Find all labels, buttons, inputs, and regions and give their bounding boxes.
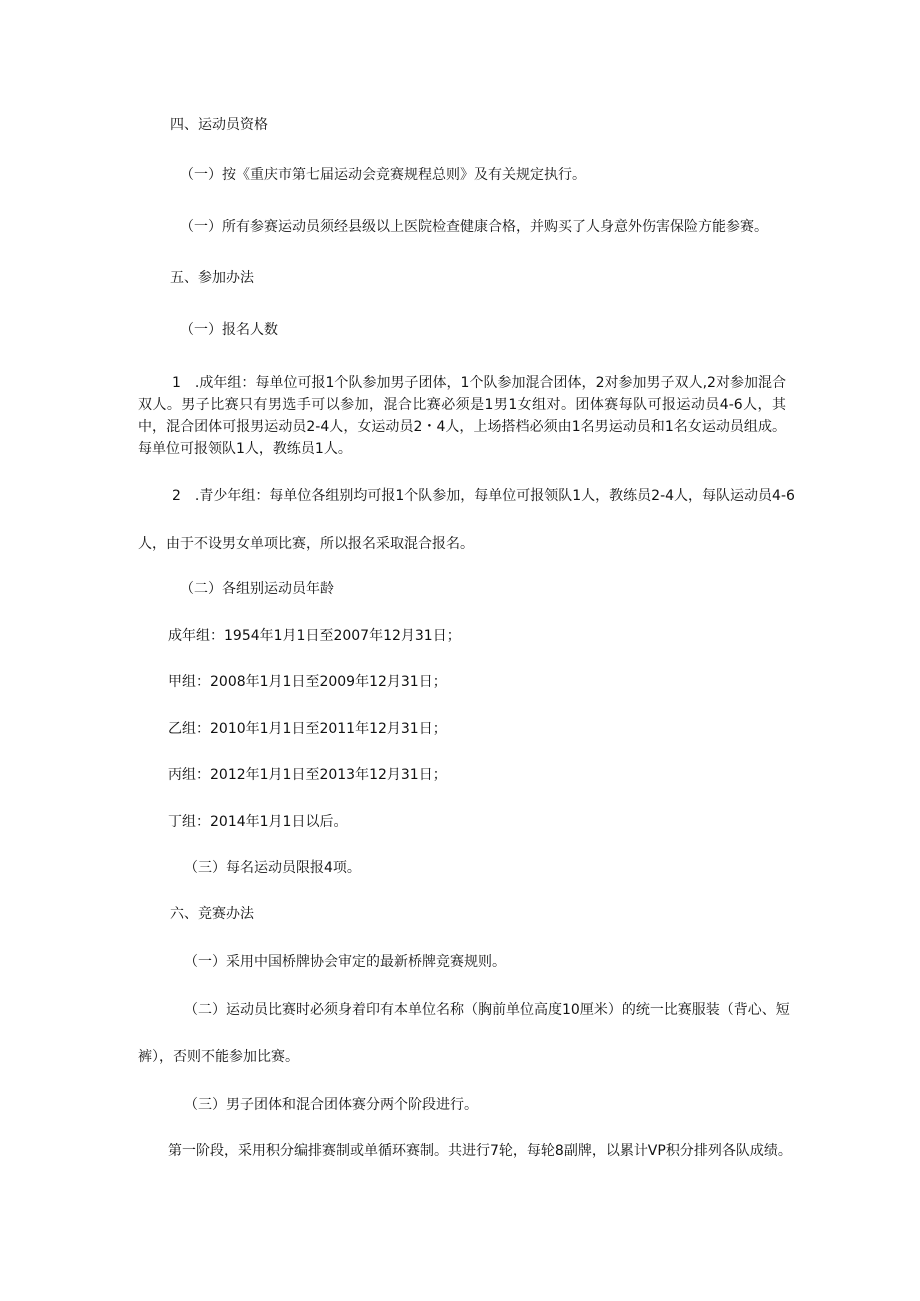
section-5-youth-line-2: 人，由于不设男女单项比赛，所以报名采取混合报名。 xyxy=(138,536,474,552)
age-adult: 成年组：1954年1月1日至2007年12月31日； xyxy=(168,628,461,644)
section-5-sub-1: （一）报名人数 xyxy=(180,322,278,338)
section-5-sub-2: （二）各组别运动员年龄 xyxy=(180,581,334,597)
section-5-sub-3: （三）每名运动员限报4项。 xyxy=(184,860,361,876)
age-group-c: 丙组：2012年1月1日至2013年12月31日； xyxy=(168,767,447,783)
section-6-item-2-line-2: 裤），否则不能参加比赛。 xyxy=(138,1049,299,1065)
stage-1-description: 第一阶段，采用积分编排赛制或单循环赛制。共进行7轮，每轮8副牌，以累计VP积分排列各队成绩。 xyxy=(168,1143,792,1159)
age-group-a: 甲组：2008年1月1日至2009年12月31日； xyxy=(168,674,447,690)
section-6-item-3: （三）男子团体和混合团体赛分两个阶段进行。 xyxy=(184,1097,478,1113)
section-5-heading: 五、参加办法 xyxy=(170,270,254,286)
section-6-item-2-line-1: （二）运动员比赛时必须身着印有本单位名称（胸前单位高度10厘米）的统一比赛服装（背心、短 xyxy=(184,1002,790,1018)
section-5-youth-line-1: 2 .青少年组：每单位各组别均可报1个队参加，每单位可报领队1人，教练员2-4人，每队运动员4-6 xyxy=(172,488,795,504)
section-4-heading: 四、运动员资格 xyxy=(170,117,268,133)
section-4-item-2: （一）所有参赛运动员须经县级以上医院检查健康合格，并购买了人身意外伤害保险方能参赛。 xyxy=(180,219,768,235)
age-group-d: 丁组：2014年1月1日以后。 xyxy=(168,814,348,830)
section-6-item-1: （一）采用中国桥牌协会审定的最新桥牌竞赛规则。 xyxy=(184,954,506,970)
section-5-adult-paragraph: 1 .成年组：每单位可报1个队参加男子团体，1个队参加混合团体，2对参加男子双人,2对参加混合双人。男子比赛只有男选手可以参加，混合比赛必须是1男1女组对。团体赛每队可报运动员4-6人，其中，混合团体可报男运动员2-4人，女运动员2・4人，上场搭档必须由1名男运动员和1名女运动员组成。每单位可报领队1人，教练员1人。 xyxy=(138,375,786,457)
section-6-heading: 六、竞赛办法 xyxy=(170,906,254,922)
age-group-b: 乙组：2010年1月1日至2011年12月31日； xyxy=(168,721,447,737)
section-4-item-1: （一）按《重庆市第七届运动会竞赛规程总则》及有关规定执行。 xyxy=(180,167,586,183)
